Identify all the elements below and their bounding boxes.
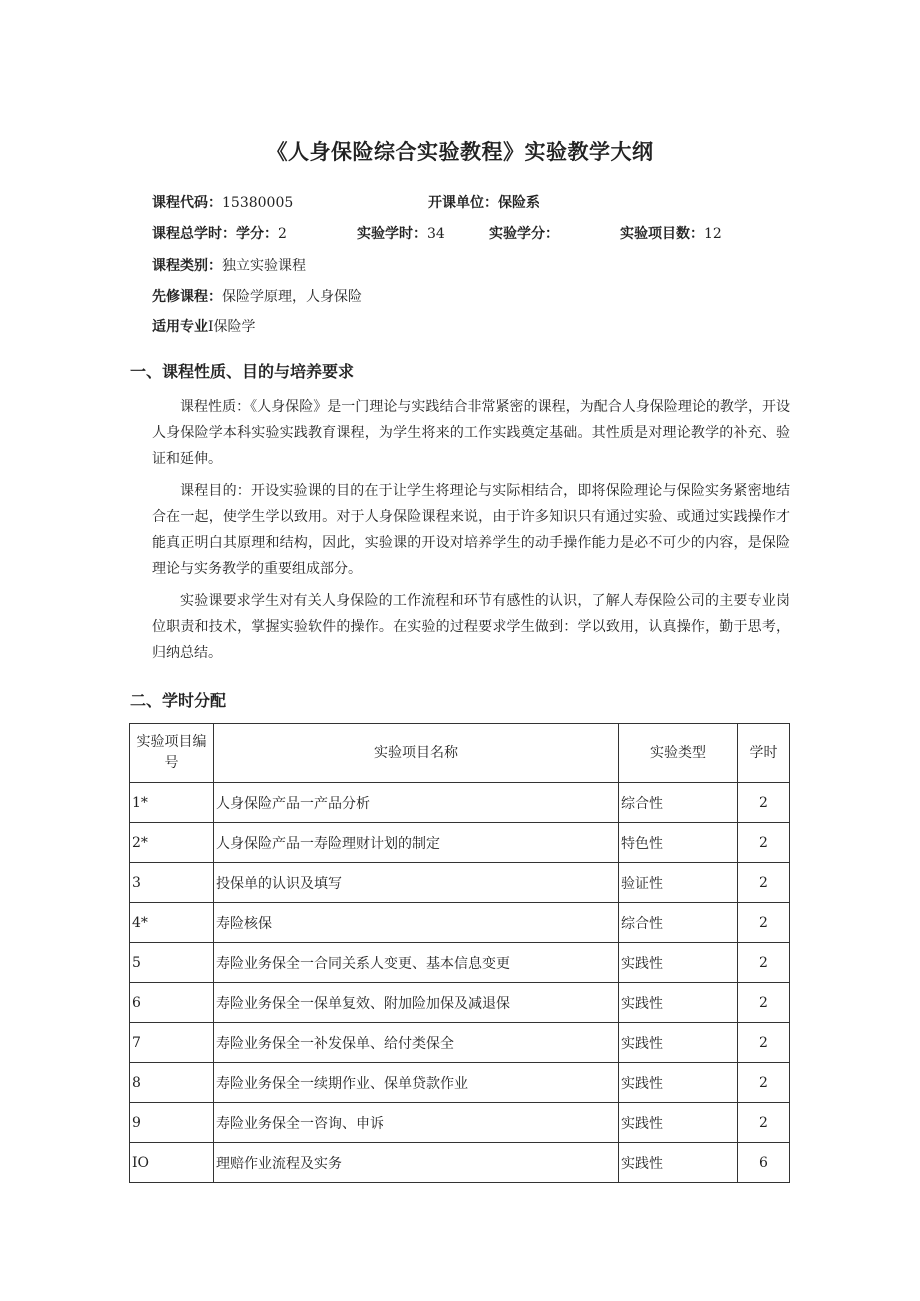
table-row — [130, 943, 790, 983]
cell-project-id: 6 — [130, 983, 214, 1023]
table-row — [130, 783, 790, 823]
paragraph-requirements: 实验课要求学生对有关人身保险的工作流程和环节有感性的认识，了解人寿保险公司的主要专业岗位职责和技术，掌握实验软件的操作。在实验的过程要求学生做到：学以致用，认真操作，勤于思考，归纳总结。 — [152, 593, 790, 661]
cell-project-name: 人身保险产品一寿险理财计划的制定 — [214, 823, 619, 863]
lab-hours-label: 实验学时： — [357, 226, 427, 242]
lab-hours-value: 34 — [427, 226, 445, 242]
cell-project-id: 9 — [130, 1103, 214, 1143]
department — [428, 192, 540, 212]
department-label: 开课单位： — [428, 195, 498, 211]
lab-credits — [489, 223, 559, 243]
paragraph-purpose: 课程目的：开设实验课的目的在于让学生将理论与实际相结合，即将保险理论与保险实务紧密地结合在一起，使学生学以致用。对于人身保险课程来说，由于许多知识只有通过实验、或通过实践操作才能真正明白其原理和结构，因此，实验课的开设对培养学生的动手操作能力是必不可少的内容，是保险理论与实务教学的重要组成部分。 — [152, 483, 790, 577]
cell-hours: 2 — [738, 983, 790, 1023]
document-title: 《人身保险综合实验教程》实验教学大纲 — [266, 140, 654, 164]
cell-project-type: 实践性 — [619, 1023, 738, 1063]
cell-project-name: 人身保险产品一产品分析 — [214, 783, 619, 823]
section-1-heading: 一、课程性质、目的与培养要求 — [130, 362, 355, 381]
cell-project-type: 实践性 — [619, 1103, 738, 1143]
project-count-label: 实验项目数： — [620, 226, 704, 242]
credits-label: 学分： — [236, 226, 278, 242]
table-row — [130, 903, 790, 943]
cell-hours: 2 — [738, 1063, 790, 1103]
prerequisites-label: 先修课程： — [152, 289, 222, 305]
cell-project-type: 实践性 — [619, 983, 738, 1023]
lab-hours — [357, 223, 445, 243]
header-project-id: 实验项目编号 — [130, 724, 214, 783]
table-row — [130, 983, 790, 1023]
cell-hours: 2 — [738, 943, 790, 983]
hours-table — [129, 723, 790, 1183]
cell-project-type: 特色性 — [619, 823, 738, 863]
course-code — [152, 192, 293, 212]
course-category-label: 课程类别： — [152, 258, 222, 274]
table-row — [130, 823, 790, 863]
applicable-major-label: 适用专业 — [152, 319, 208, 335]
cell-project-id: 3 — [130, 863, 214, 903]
cell-project-name: 寿险业务保全一续期作业、保单贷款作业 — [214, 1063, 619, 1103]
cell-project-type: 综合性 — [619, 783, 738, 823]
table-row — [130, 1143, 790, 1183]
project-count — [620, 223, 722, 243]
cell-hours: 6 — [738, 1143, 790, 1183]
cell-hours: 2 — [738, 1103, 790, 1143]
section-2-heading: 二、学时分配 — [130, 691, 227, 710]
cell-project-type: 实践性 — [619, 1143, 738, 1183]
cell-hours: 2 — [738, 863, 790, 903]
cell-project-type: 实践性 — [619, 943, 738, 983]
cell-project-name: 寿险业务保全一补发保单、给付类保全 — [214, 1023, 619, 1063]
course-code-value: 15380005 — [222, 195, 294, 211]
table-row — [130, 1103, 790, 1143]
cell-project-name: 寿险业务保全一咨询、申诉 — [214, 1103, 619, 1143]
cell-project-name: 理赔作业流程及实务 — [214, 1143, 619, 1183]
prerequisites — [152, 286, 362, 306]
cell-hours: 2 — [738, 903, 790, 943]
cell-project-name: 寿险业务保全一合同关系人变更、基本信息变更 — [214, 943, 619, 983]
table-row — [130, 1063, 790, 1103]
cell-project-name: 寿险业务保全一保单复效、附加险加保及减退保 — [214, 983, 619, 1023]
cell-project-name: 寿险核保 — [214, 903, 619, 943]
cell-project-id: 1* — [130, 783, 214, 823]
cell-hours: 2 — [738, 823, 790, 863]
course-category-value: 独立实验课程 — [222, 258, 306, 274]
project-count-value: 12 — [704, 226, 722, 242]
header-project-name: 实验项目名称 — [214, 724, 619, 783]
header-project-type: 实验类型 — [619, 724, 738, 783]
course-category — [152, 255, 306, 275]
table-header-row — [130, 724, 790, 783]
header-hours: 学时 — [738, 724, 790, 783]
total-hours-credits — [152, 223, 287, 243]
cell-project-type: 综合性 — [619, 903, 738, 943]
cell-project-id: 7 — [130, 1023, 214, 1063]
course-code-label: 课程代码： — [152, 195, 222, 211]
cell-project-name: 投保单的认识及填写 — [214, 863, 619, 903]
applicable-major — [152, 316, 256, 336]
prerequisites-value: 保险学原理，人身保险 — [222, 289, 362, 305]
cell-project-type: 验证性 — [619, 863, 738, 903]
cell-project-type: 实践性 — [619, 1063, 738, 1103]
cell-hours: 2 — [738, 783, 790, 823]
credits-value: 2 — [278, 226, 287, 242]
table-row — [130, 863, 790, 903]
paragraph-nature: 课程性质：《人身保险》是一门理论与实践结合非常紧密的课程，为配合人身保险理论的教学，开设人身保险学本科实验实践教育课程，为学生将来的工作实践奠定基础。其性质是对理论教学的补充、验证和延伸。 — [152, 399, 790, 467]
department-value: 保险系 — [498, 195, 540, 211]
cell-project-id: 8 — [130, 1063, 214, 1103]
table-row — [130, 1023, 790, 1063]
total-hours-label: 课程总学时： — [152, 226, 236, 242]
cell-project-id: 5 — [130, 943, 214, 983]
applicable-major-value: I保险学 — [208, 319, 256, 335]
lab-credits-label: 实验学分： — [489, 226, 559, 242]
cell-project-id: 4* — [130, 903, 214, 943]
cell-project-id: IO — [130, 1143, 214, 1183]
cell-hours: 2 — [738, 1023, 790, 1063]
cell-project-id: 2* — [130, 823, 214, 863]
